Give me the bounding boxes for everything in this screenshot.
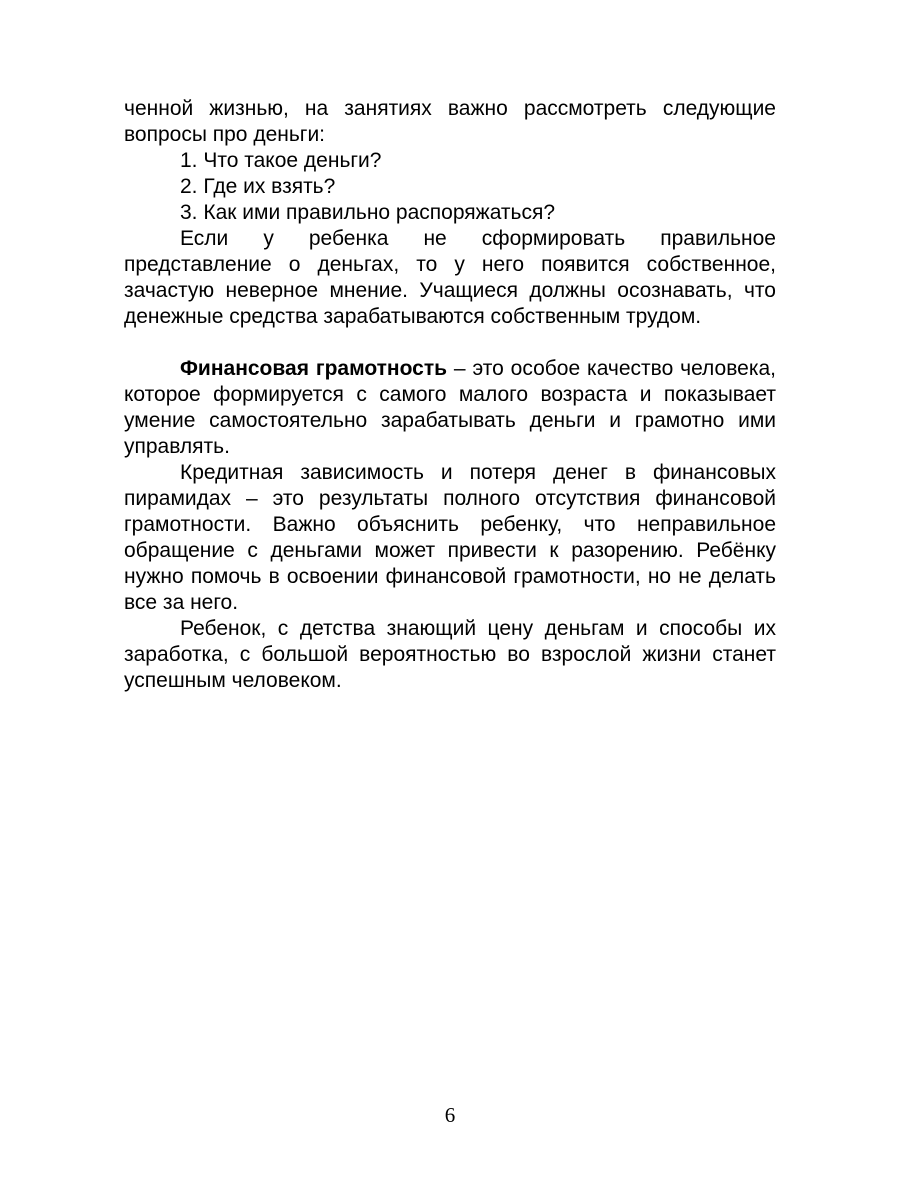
list-item: 2. Где их взять? (180, 175, 336, 198)
paragraph-successful-person: Ребенок, с детства знающий цену деньгам и способы их заработка, с большой вероятностью во взрослой жизни станет успешным человеком. (124, 617, 776, 692)
page-number: 6 (444, 1103, 456, 1127)
body-text (124, 96, 776, 694)
list-item: 1. Что такое деньги? (180, 149, 382, 172)
definition-term: Финансовая грамотность (180, 357, 448, 380)
paragraph-definition (124, 356, 776, 460)
intro-paragraph: ченной жизнью, на занятиях важно рассмотреть следующие вопросы про деньги: (124, 97, 776, 146)
paragraph-representation: Если у ребенка не сформировать правильное представление о деньгах, то у него появится собственное, зачастую неверное мнение. Учащиеся должны осознавать, что денежные средства зарабатываются собственным трудом. (124, 227, 776, 328)
list-item: 3. Как ими правильно распоряжаться? (180, 201, 556, 224)
questions-list (124, 148, 776, 226)
paragraph-credit-dependence: Кредитная зависимость и потеря денег в финансовых пирамидах – это результаты полного отсутствия финансовой грамотности. Важно объяснить ребенку, что неправильное обращение с деньгами может привести к разорению. Ребёнку нужно помочь в освоении финансовой грамотности, но не делать все за него. (124, 461, 776, 614)
definition-text: – это особое качество человека, которое формируется с самого малого возраста и показывает умение самостоятельно зарабатывать деньги и грамотно ими управлять. (124, 357, 776, 458)
